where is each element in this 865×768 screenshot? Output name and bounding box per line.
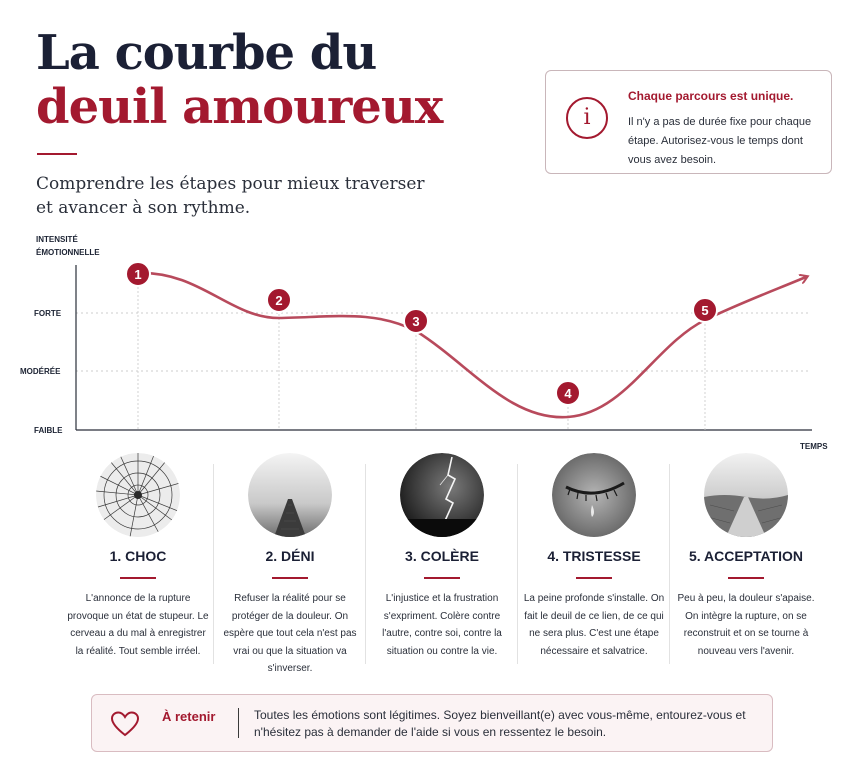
info-title: Chaque parcours est unique. — [628, 89, 794, 103]
stage-rule — [424, 577, 460, 579]
stage-deni — [214, 450, 366, 680]
level-label-moderee: MODÉRÉE — [20, 367, 61, 376]
stage-marker-4 — [556, 381, 580, 405]
stage-title: 1. CHOC — [109, 548, 167, 564]
stage-description: La peine profonde s'installe. On fait le deuil de ce lien, de ce qui ne sera plus. C'est une étape nécessaire et salvatrice. — [523, 593, 665, 657]
key-takeaway-box — [91, 694, 773, 752]
takeaway-label: À retenir — [162, 709, 216, 724]
x-axis-title: TEMPS — [800, 442, 828, 451]
stage-tristesse — [518, 450, 670, 680]
stage-title: 2. DÉNI — [265, 548, 315, 564]
title-line-1: La courbe du — [36, 25, 377, 81]
level-label-forte: FORTE — [34, 309, 62, 318]
stage-marker-5 — [693, 298, 717, 322]
stage-rule — [576, 577, 612, 579]
stage-description: Refuser la réalité pour se protéger de la douleur. On espère que tout cela n'est pas vrai ou que la situation va s'inverser. — [223, 593, 357, 674]
info-icon: i — [566, 97, 608, 139]
tearful-eye-image — [552, 453, 636, 537]
stage-choc — [62, 450, 214, 680]
takeaway-divider — [238, 708, 239, 738]
path-horizon-image — [704, 453, 788, 537]
stage-description: Peu à peu, la douleur s'apaise. On intègre la rupture, on se reconstruit et on se tourne à nouveau vers l'avenir. — [677, 593, 815, 657]
info-text: Il n'y a pas de durée fixe pour chaque étape. Autorisez-vous le temps dont vous avez besoin. — [628, 116, 812, 166]
stage-acceptation — [670, 450, 822, 680]
title-divider — [37, 153, 77, 155]
y-axis-title-line-2: ÉMOTIONNELLE — [36, 248, 100, 257]
stage-marker-3-label: 3 — [412, 314, 420, 329]
foggy-pier-image — [248, 453, 332, 537]
lightning-storm-image — [400, 453, 484, 537]
stage-description: L'annonce de la rupture provoque un état de stupeur. Le cerveau a du mal à enregistrer la réalité. Tout semble irréel. — [67, 593, 209, 657]
y-axis-title-line-1: INTENSITÉ — [36, 235, 78, 244]
info-callout — [545, 70, 832, 174]
takeaway-text: Toutes les émotions sont légitimes. Soyez bienveillant(e) avec vous-même, entourez-vous et n'hésitez pas à demander de l'aide si vous en ressentez le besoin. — [254, 708, 746, 739]
stage-marker-2 — [267, 288, 291, 312]
shattered-glass-image — [96, 453, 180, 537]
stage-title: 4. TRISTESSE — [547, 548, 641, 564]
stage-marker-3 — [404, 309, 428, 333]
stage-marker-5-label: 5 — [701, 303, 709, 318]
stage-title: 5. ACCEPTATION — [688, 548, 804, 564]
level-label-faible: FAIBLE — [34, 426, 63, 435]
grief-curve-chart — [0, 225, 865, 455]
stage-colere — [366, 450, 518, 680]
stage-rule — [728, 577, 764, 579]
stage-marker-2-label: 2 — [275, 293, 283, 308]
stage-marker-1-label: 1 — [134, 267, 142, 282]
stage-marker-4-label: 4 — [564, 386, 572, 401]
page-title — [36, 26, 442, 134]
stage-marker-1 — [126, 262, 150, 286]
subtitle: Comprendre les étapes pour mieux traverser et avancer à son rythme. — [36, 174, 425, 218]
stage-title: 3. COLÈRE — [405, 548, 479, 564]
stage-rule — [120, 577, 156, 579]
stages-row — [62, 450, 822, 680]
stage-description: L'injustice et la frustration s'expriment. Colère contre l'autre, contre soi, contre la situation ou contre la vie. — [382, 593, 502, 657]
stage-rule — [272, 577, 308, 579]
title-line-2: deuil amoureux — [36, 79, 443, 135]
grief-curve — [138, 273, 806, 417]
heart-icon — [110, 711, 140, 737]
